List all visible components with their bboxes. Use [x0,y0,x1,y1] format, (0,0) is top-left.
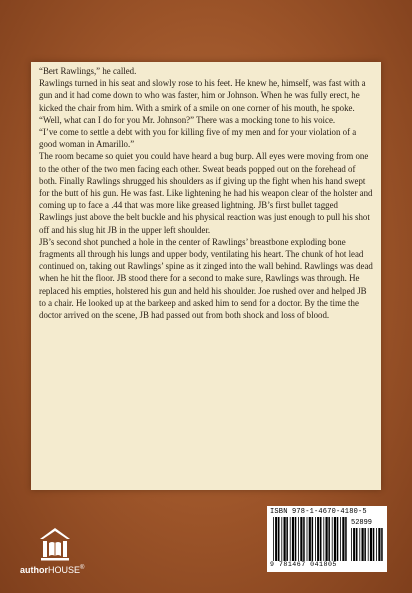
publisher-logo [20,526,120,576]
story-paragraph: “Well, what can I do for you Mr. Johnson?” There was a mocking tone to his voice. [39,114,336,125]
ean-barcode-bars [273,517,349,561]
ean-digits: 9 781467 041805 [270,561,337,568]
isbn-label: ISBN 978-1-4670-4180-5 [270,508,367,516]
story-paragraph: “I’ve come to settle a debt with you for killing five of my men and for your violation of a good woman in Amarillo.” [39,127,357,150]
addon-barcode-bars [351,528,383,561]
price-code: 52899 [351,519,373,527]
isbn-barcode [267,506,387,572]
story-excerpt-panel [31,62,381,490]
house-book-icon [38,526,72,562]
story-paragraph: Rawlings turned in his seat and slowly rose to his feet. He knew he, himself, was fast with a gun and it had come down to who was faster, him or Johnson. When he was fully erect, he kicked the chair from him. With a smirk of a smile on one corner of his mouth, he spoke. [39,78,366,113]
story-paragraph: JB’s second shot punched a hole in the center of Rawlings’ breastbone exploding bone fragments all through his lungs and upper body, ventilating his heart. The chunk of hot lead continued on, taking out Rawlings’ spine as it zinged into the wall behind. Rawlings was dead when he hit the floor. JB stood there for a second to make sure, Rawlings was through. He replaced his empties, holstered his gun and held his shoulder. Joe rushed over and helped JB to a chair. He looked up at the barkeep and asked him to send for a doctor. By the time the doctor arrived on the scene, JB had passed out from both shock and loss of blood. [39,236,373,321]
publisher-name: authorHOUSE® [20,565,85,575]
story-paragraph: “Bert Rawlings,” he called. [39,66,137,76]
story-paragraph: The room became so quiet you could have heard a bug burp. All eyes were moving from one to the other of the two men facing each other. Sweat beads popped out on the forehead of both. Finally Rawlings shrugged his shoulders as if giving up the fight when his hand swept for the butt of his gun. He was fast. Like lightening he had his weapon clear of the holster and coming up to face a .44 that was more like greased lightning. JB’s first bullet tagged Rawlings just above the belt buckle and his physical reaction was just enough to pull his shot off and his slug hit JB in the upper left shoulder. [39,151,373,235]
